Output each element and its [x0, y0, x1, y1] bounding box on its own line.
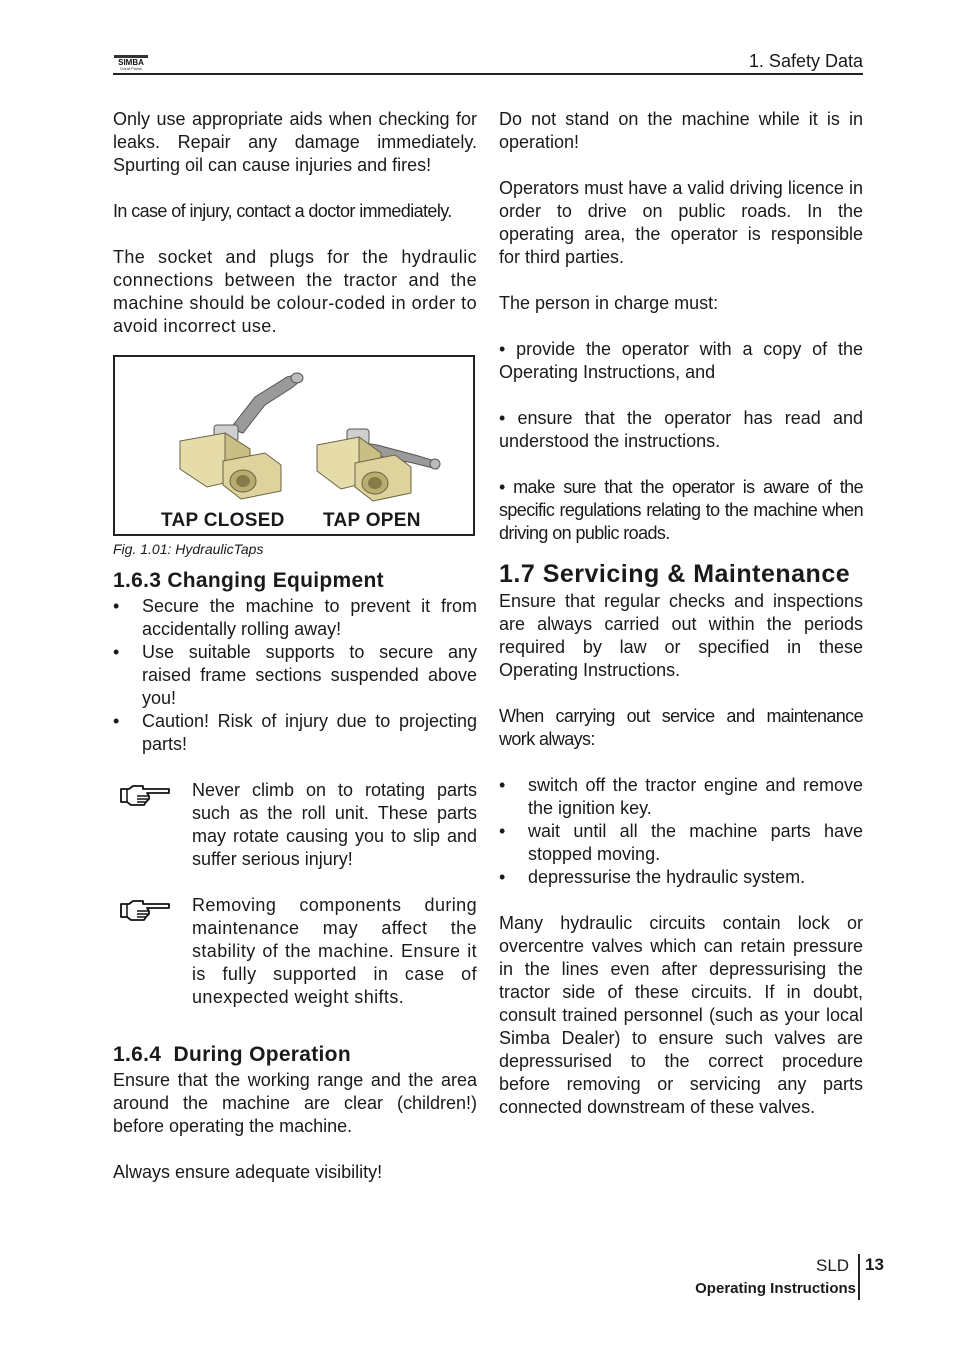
- service-steps-list: [499, 774, 863, 889]
- list-item-text: switch off the tractor engine and remove the ignition key.: [528, 775, 863, 818]
- list-item: [113, 595, 477, 641]
- footer-code: SLD: [816, 1256, 850, 1275]
- simba-logo: [113, 54, 149, 72]
- list-item-text: Use suitable supports to secure any raised frame sections suspended above you!: [142, 642, 477, 708]
- bullet: •: [113, 596, 120, 616]
- regulations-paragraph: • make sure that the operator is aware of the specific regulations relating to the machine when driving on public roads.: [499, 477, 863, 543]
- page-number: 13: [865, 1255, 884, 1274]
- footer-subtitle: Operating Instructions: [695, 1280, 856, 1297]
- logo-subtext: Great Plains: [119, 66, 143, 71]
- list-item-text: Caution! Risk of injury due to projecting parts!: [142, 711, 477, 754]
- colour-code-paragraph: The socket and plugs for the hydraulic connections between the tractor and the machine should be colour-coded in order to avoid incorrect use.: [113, 247, 477, 336]
- right-column: [499, 108, 863, 1119]
- service-work-paragraph: When carrying out service and maintenance work always:: [499, 706, 863, 749]
- list-item: [113, 710, 477, 756]
- list-item: [499, 774, 863, 820]
- leak-paragraph: Only use appropriate aids when checking for leaks. Repair any damage immediately. Spurting oil can cause injuries and fires!: [113, 109, 477, 175]
- bullet: •: [499, 867, 506, 887]
- pointing-hand-icon: [119, 898, 173, 924]
- list-item-text: depressurise the hydraulic system.: [528, 867, 806, 887]
- left-column: [113, 108, 477, 1184]
- bullet: •: [113, 711, 120, 731]
- heading-servicing-maintenance: 1.7 Servicing & Maintenance: [499, 560, 851, 588]
- list-item-text: wait until all the machine parts have stopped moving.: [528, 821, 863, 864]
- changing-equipment-list: [113, 595, 477, 756]
- bullet: •: [499, 775, 506, 795]
- visibility-paragraph: Always ensure adequate visibility!: [113, 1162, 383, 1182]
- heading-changing-equipment: 1.6.3 Changing Equipment: [113, 569, 384, 592]
- footer-divider: [858, 1254, 860, 1300]
- note-removing-components: [113, 894, 477, 1009]
- heading-during-operation: 1.6.4 During Operation: [113, 1043, 351, 1066]
- note-removing-components-text: Removing components during maintenance may affect the stability of the machine. Ensure it is fully supported in case of unexpected weight shifts.: [192, 895, 477, 1007]
- list-item-text: Secure the machine to prevent it from accidentally rolling away!: [142, 596, 477, 639]
- do-not-stand-paragraph: Do not stand on the machine while it is in operation!: [499, 109, 863, 152]
- injury-paragraph: In case of injury, contact a doctor immediately.: [113, 201, 452, 221]
- tap-closed-label: TAP CLOSED: [161, 510, 285, 531]
- page-header: [113, 50, 863, 75]
- person-in-charge-paragraph: The person in charge must:: [499, 293, 719, 313]
- tap-open-label: TAP OPEN: [323, 510, 421, 531]
- driving-licence-paragraph: Operators must have a valid driving licence in order to drive on public roads. In the operating area, the operator is responsible for third parties.: [499, 178, 863, 267]
- list-item: [499, 866, 863, 889]
- overcentre-valves-paragraph: Many hydraulic circuits contain lock or overcentre valves which can retain pressure in the lines even after depressurising the tractor side of these circuits. If in doubt, consult trained personnel (such as your local Simba Dealer) to ensure such valves are depressurised to the correct procedure before removing or servicing any parts connected downstream of these valves.: [499, 913, 863, 1117]
- tap-closed-image: [180, 373, 303, 499]
- list-item: [113, 641, 477, 710]
- bullet: •: [113, 642, 120, 662]
- section-title: 1. Safety Data: [748, 51, 863, 71]
- tap-open-image: [317, 429, 440, 501]
- list-item: [499, 820, 863, 866]
- ensure-read-paragraph: • ensure that the operator has read and understood the instructions.: [499, 408, 863, 451]
- figure-caption: Fig. 1.01: HydraulicTaps: [113, 541, 264, 557]
- note-rotating-parts: [113, 779, 477, 871]
- logo-text: SIMBA: [118, 58, 144, 67]
- regular-checks-paragraph: Ensure that regular checks and inspections are always carried out within the periods required by law or specified in these Operating Instructions.: [499, 591, 863, 680]
- provide-instructions-paragraph: • provide the operator with a copy of the Operating Instructions, and: [499, 339, 863, 382]
- bullet: •: [499, 821, 506, 841]
- pointing-hand-icon: [119, 783, 173, 809]
- hydraulic-taps-figure: [113, 355, 475, 536]
- note-rotating-parts-text: Never climb on to rotating parts such as the roll unit. These parts may rotate causing you to slip and suffer serious injury!: [192, 780, 477, 869]
- working-range-paragraph: Ensure that the working range and the area around the machine are clear (children!) before operating the machine.: [113, 1070, 477, 1136]
